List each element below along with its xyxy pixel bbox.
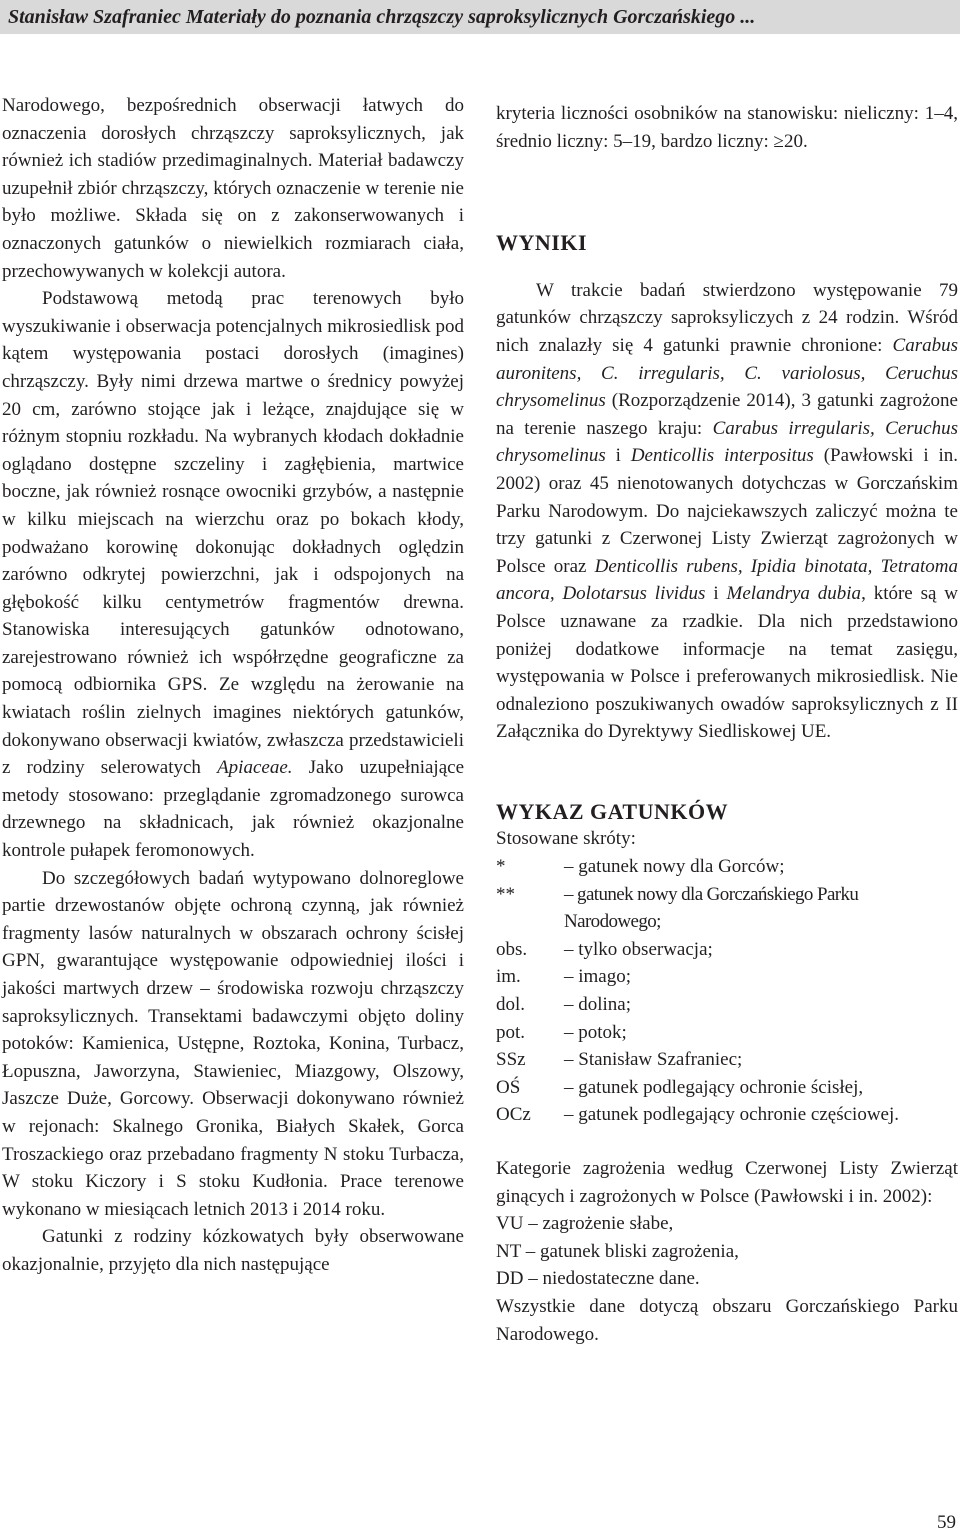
paragraph: kryteria liczności osobników na stanowisku: nieliczny: 1–4, średnio liczny: 5–19, bardzo liczny: ≥20. [496,103,958,152]
paragraph-text: i [713,583,719,605]
right-column [496,100,958,1348]
abbreviation-key: dol. [496,994,526,1016]
paragraph-text: Jako uzupełniające metody stosowano: przeglądanie zgromadzonego surowca drzewnego na składnicach, jak również okazjonalne kontrole pułapek feromonowych. [2,757,465,862]
abbreviation-row [496,853,958,881]
abbreviation-row [496,1074,958,1102]
threat-categories-intro: Kategorie zagrożenia według Czerwonej Listy Zwierząt ginących i zagrożonych w Polsce (Pawłowski i in. 2002): [496,1158,958,1207]
taxon-name: Denticollis interpositus [630,445,814,467]
abbreviation-key: pot. [496,1021,526,1043]
abbreviation-row [496,881,958,936]
abbreviation-value: – Stanisław Szafraniec; [564,1049,743,1071]
paragraph-text: , które są w Polsce uznawane za rzadkie. Dla nich przedstawiono poniżej dodatkowe informacje na temat zasięgu, występowania w Polsce i preferowanych mikrosiedlisk. Nie odnaleziono poszukiwanych owadów saproksylicznych z II Załącznika do Dyrektywy Siedliskowej UE. [496,583,959,743]
abbreviation-key: OŚ [496,1076,521,1098]
page-number: 59 [937,1512,956,1533]
taxon-name: Melandrya dubia [726,583,862,605]
paragraph-text: i [615,445,621,467]
paragraph [2,285,464,864]
abbreviations-list [496,853,958,1129]
paragraph: Narodowego, bezpośrednich obserwacji łatwych do oznaczenia dorosłych chrząszczy saproksylicznych, jak również ich stadiów przedimaginalnych. Materiał badawczy uzupełnił zbiór chrząszczy, których oznaczenie w terenie nie było możliwe. Składa się on z zakonserwowanych i oznaczonych gatunków o niewielkich rozmiarach ciała, przechowywanych w kolekcji autora. [2,95,464,282]
abbreviation-value: – gatunek nowy dla Gorców; [564,856,785,878]
abbreviations-title: Stosowane skróty: [496,828,636,850]
abbreviation-value: – potok; [564,1021,627,1043]
abbreviation-value: – tylko obserwacja; [564,938,713,960]
abbreviation-row [496,963,958,991]
left-column [2,92,464,1279]
abbreviation-row [496,1101,958,1129]
section-heading-species-list: WYKAZ GATUNKÓW [496,798,729,824]
paragraph-text: W trakcie badań stwierdzono występowanie 79 gatunków chrząszczy saproksyliczych z 24 rodzin. Wśród nich znalazły się 4 gatunki prawnie chronione: [496,279,958,356]
abbreviation-key: * [496,856,506,878]
taxon-names: Denticollis rubens, Ipidia binotata, Tetratoma ancora, Dolotarsus lividus [496,555,958,605]
abbreviation-value: – gatunek podlegający ochronie częściowej. [564,1104,899,1126]
taxon-names: Carabus irregularis, Ceruchus chrysomelinus [496,417,958,467]
abbreviation-key: OCz [496,1104,531,1126]
paragraph-text: (Pawłowski i in. 2002) oraz 45 nienotowanych dotychczas w Gorczańskim Parku Narodowym. Do najciekawszych zaliczyć można te trzy gatunki z Czerwonej Listy Zwierząt zagrożonych w Polsce oraz [496,445,959,577]
abbreviation-value: – gatunek podlegający ochronie ścisłej, [564,1076,864,1098]
threat-category: NT – gatunek bliski zagrożenia, [496,1240,739,1262]
running-header [0,0,960,34]
abbreviation-row [496,991,958,1019]
abbreviation-key: im. [496,966,521,988]
closing-note: Wszystkie dane dotyczą obszaru Gorczańskiego Parku Narodowego. [496,1295,958,1345]
abbreviation-row [496,936,958,964]
abbreviation-value: – imago; [564,966,632,988]
abbreviation-row [496,1019,958,1047]
abbreviation-key: SSz [496,1049,526,1071]
threat-category: VU – zagrożenie słabe, [496,1213,674,1235]
taxon-names: Carabus auronitens, C. irregularis, C. variolosus, Ceruchus chrysomelinus [496,334,959,412]
threat-category: DD – niedostateczne dane. [496,1268,700,1290]
paragraph-text: Podstawową metodą prac terenowych było wyszukiwanie i obserwacja potencjalnych mikrosiedlisk pod kątem występowania postaci dorosłych (imagines) chrząszczy. Były nimi drzewa martwe o średnicy powyżej 20 cm, zarówno stojące jak i leżące, znajdujące się w różnym stopniu rozkładu. Na wybranych kłodach dokładnie oglądano dostępne szczeliny i zagłębienia, martwice boczne, jak również rosnące owocniki grzybów, a następnie w kilku miejscach na wierzchu oraz po bokach kłody, podważano korowinę dokonując dokładnych oględzin zarówno odkrytej powierzchni, jak i odspojonych na głębokość kilku centymetrów fragmentów drewna. Stanowiska interesujących gatunków odnotowano, zarejestrowano również ich współrzędne geograficzne za pomocą odbiornika GPS. Ze względu na żerowanie na kwiatach roślin zielnych imagines niektórych gatunków, dokonywano obserwacji kwiatów, zwłaszcza przedstawicieli z rodziny selerowatych [2,288,464,779]
paragraph: Do szczegółowych badań wytypowano dolnoreglowe partie drzewostanów objęte ochroną czynną, jak również fragmenty lasów naturalnych w obszarach ochrony ścisłej GPN, gwarantujące występowanie odpowiedniej ilości i jakości martwych drzew – środowiska rozwoju chrząszczy saproksylicznych. Transektami badawczymi objęto doliny potoków: Kamienica, Ustępne, Roztoka, Konina, Turbacz, Łopuszna, Jaworzyna, Stawieniec, Miazgowy, Olszowy, Jaszcze Duże, Gorcowy. Obserwacji dokonywano również w rejonach: Skalnego Gronika, Białych Skałek, Gorca Troszackiego oraz przebadano fragmenty N stoku Turbacza, W stoku Kiczory i S stoku Kudłonia. Prace terenowe wykonano w miesiącach letnich 2013 i 2014 roku. [2,867,464,1220]
abbreviation-key: obs. [496,938,528,960]
abbreviation-value: – gatunek nowy dla Gorczańskiego Parku Narodowego; [564,883,859,933]
abbreviation-value: – dolina; [564,994,632,1016]
abbreviation-key: ** [496,883,515,905]
abbreviation-row [496,1046,958,1074]
paragraph-results [496,277,958,746]
section-heading-results: WYNIKI [496,230,588,256]
running-header-text: Stanisław Szafraniec Materiały do poznania chrząszczy saproksylicznych Gorczańskiego ... [8,6,756,28]
paragraph-text: (Rozporządzenie 2014), 3 gatunki zagrożone na terenie naszego kraju: [496,390,958,439]
taxon-name: Apiaceae. [217,757,293,779]
paragraph: Gatunki z rodziny kózkowatych były obserwowane okazjonalnie, przyjęto dla nich następujące [2,1226,464,1275]
